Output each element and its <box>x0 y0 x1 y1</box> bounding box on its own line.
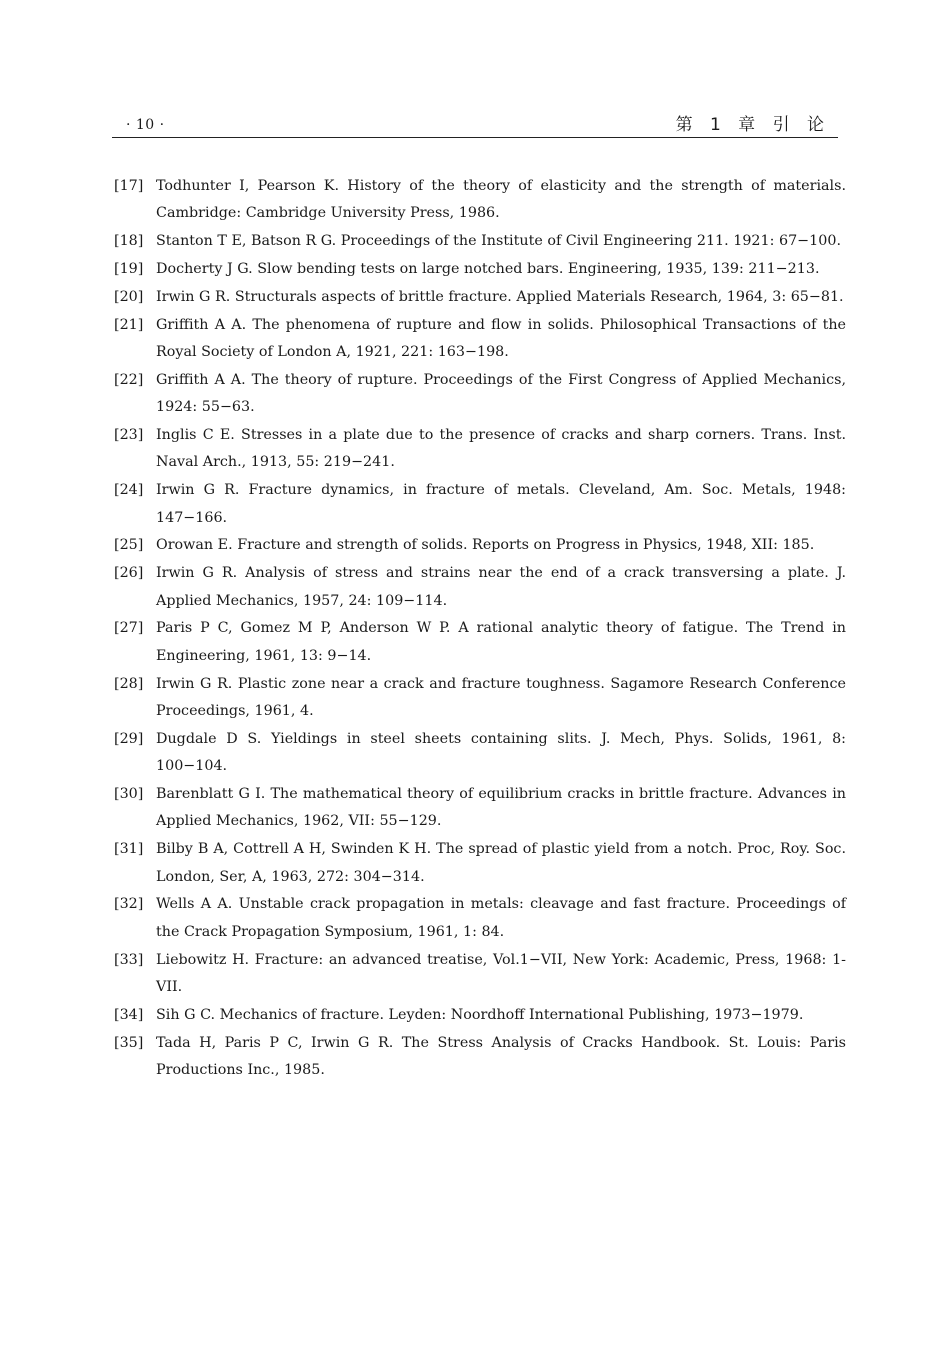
reference-number: [28] <box>114 675 144 692</box>
reference-text: Irwin G R. Structurals aspects of brittle fracture. Applied Materials Research, 1964, 3: 65−81. <box>156 288 844 305</box>
reference-item <box>114 532 846 559</box>
reference-item <box>114 836 846 891</box>
reference-number: [20] <box>114 288 144 305</box>
reference-number: [34] <box>114 1006 144 1023</box>
reference-item <box>114 726 846 781</box>
reference-text: Liebowitz H. Fracture: an advanced treatise, Vol.1−VII, New York: Academic, Press, 1968: 1-VII. <box>156 951 846 996</box>
reference-item <box>114 173 846 228</box>
reference-item <box>114 615 846 670</box>
reference-text: Griffith A A. The theory of rupture. Proceedings of the First Congress of Applied Mechanics, 1924: 55−63. <box>156 371 846 416</box>
reference-number: [30] <box>114 786 144 803</box>
reference-text: Wells A A. Unstable crack propagation in metals: cleavage and fast fracture. Proceedings of the Crack Propagation Symposium, 1961, 1: 84. <box>156 896 846 940</box>
reference-item <box>114 284 846 311</box>
page-number: · 10 · <box>126 117 165 133</box>
reference-number: [22] <box>114 371 144 388</box>
reference-item <box>114 1002 846 1029</box>
reference-list <box>114 173 846 1085</box>
reference-text: Inglis C E. Stresses in a plate due to the presence of cracks and sharp corners. Trans. Inst. Naval Arch., 1913, 55: 219−241. <box>156 427 846 471</box>
reference-number: [35] <box>114 1034 144 1051</box>
reference-text: Barenblatt G I. The mathematical theory of equilibrium cracks in brittle fracture. Advances in Applied Mechanics, 1962, VII: 55−129. <box>156 786 846 830</box>
reference-number: [17] <box>114 178 144 194</box>
reference-item <box>114 477 846 532</box>
reference-text: Irwin G R. Analysis of stress and strains near the end of a crack transversing a plate. J. Applied Mechanics, 1957, 24: 109−114. <box>156 565 846 609</box>
reference-text: Irwin G R. Fracture dynamics, in fracture of metals. Cleveland, Am. Soc. Metals, 1948: 147−166. <box>156 482 846 526</box>
reference-text: Sih G C. Mechanics of fracture. Leyden: Noordhoff International Publishing, 1973−1979. <box>156 1006 804 1023</box>
reference-number: [27] <box>114 620 144 637</box>
reference-number: [32] <box>114 896 144 913</box>
header-rule <box>112 137 838 138</box>
reference-number: [18] <box>114 233 144 250</box>
reference-number: [31] <box>114 841 144 858</box>
reference-text: Irwin G R. Plastic zone near a crack and fracture toughness. Sagamore Research Conference Proceedings, 1961, 4. <box>156 675 846 720</box>
reference-text: Bilby B A, Cottrell A H, Swinden K H. The spread of plastic yield from a notch. Proc, Roy. Soc. London, Ser, A, 1963, 272: 304−314. <box>156 841 846 885</box>
reference-item <box>114 560 846 615</box>
reference-number: [24] <box>114 482 144 499</box>
reference-number: [25] <box>114 537 144 554</box>
reference-item <box>114 891 846 946</box>
reference-text: Orowan E. Fracture and strength of solids. Reports on Progress in Physics, 1948, XII: 185. <box>156 537 815 554</box>
reference-text: Paris P C, Gomez M P, Anderson W P. A rational analytic theory of fatigue. The Trend in Engineering, 1961, 13: 9−14. <box>156 620 846 664</box>
reference-number: [23] <box>114 427 144 443</box>
reference-text: Tada H, Paris P C, Irwin G R. The Stress Analysis of Cracks Handbook. St. Louis: Paris Productions Inc., 1985. <box>156 1034 846 1079</box>
reference-item <box>114 671 846 726</box>
reference-number: [19] <box>114 261 144 277</box>
reference-number: [33] <box>114 951 144 968</box>
reference-text: Todhunter I, Pearson K. History of the theory of elasticity and the strength of materials. Cambridge: Cambridge University Press, 1986. <box>156 178 846 222</box>
reference-item <box>114 1030 846 1085</box>
reference-number: [21] <box>114 316 144 333</box>
reference-item <box>114 228 846 255</box>
reference-item <box>114 947 846 1002</box>
reference-item <box>114 781 846 836</box>
reference-text: Dugdale D S. Yieldings in steel sheets containing slits. J. Mech, Phys. Solids, 1961, 8: 100−104. <box>156 730 846 775</box>
reference-item <box>114 312 846 367</box>
reference-text: Griffith A A. The phenomena of rupture and flow in solids. Philosophical Transactions of the Royal Society of London A, 1921, 221: 163−198. <box>156 316 846 360</box>
reference-item <box>114 367 846 422</box>
reference-item <box>114 256 846 283</box>
running-head: 第 1 章 引 论 <box>675 115 830 135</box>
reference-item <box>114 422 846 477</box>
reference-number: [26] <box>114 565 144 582</box>
reference-text: Docherty J G. Slow bending tests on large notched bars. Engineering, 1935, 139: 211−213. <box>156 261 820 277</box>
reference-number: [29] <box>114 730 144 747</box>
reference-text: Stanton T E, Batson R G. Proceedings of the Institute of Civil Engineering 211. 1921: 67−100. <box>156 233 841 250</box>
